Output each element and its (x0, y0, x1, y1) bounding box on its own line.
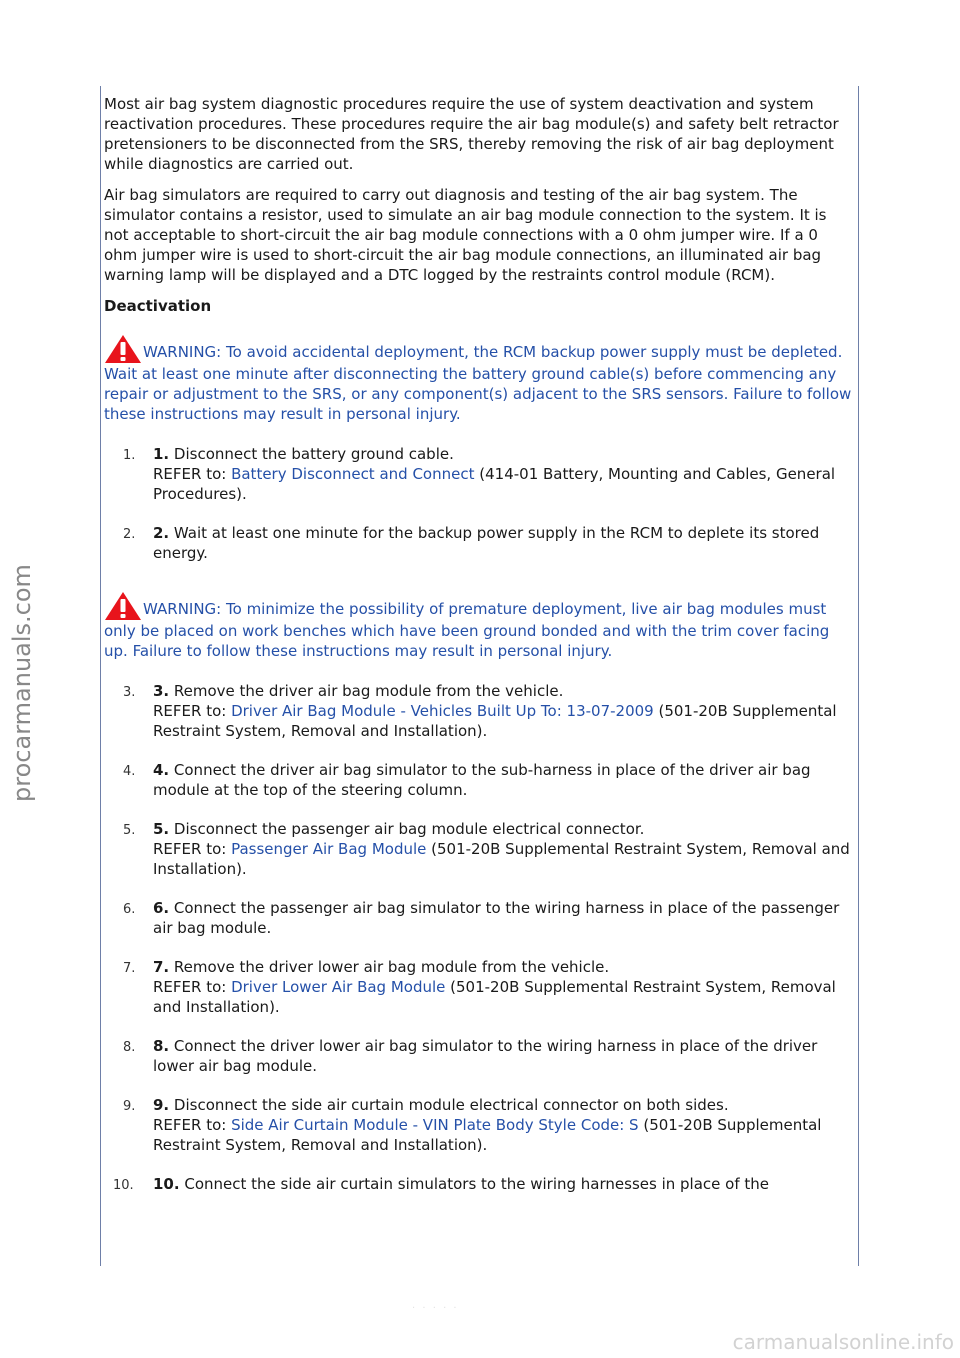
step-text: Connect the driver lower air bag simulator to the wiring harness in place of the driver lower air bag module. (153, 1037, 818, 1075)
step-item (104, 898, 854, 938)
step-number: 2. (123, 527, 136, 542)
step-bold-number: 5. (153, 820, 170, 838)
warning-triangle-icon (104, 334, 142, 364)
refer-label: REFER to: (153, 465, 232, 483)
step-bold-number: 10. (153, 1175, 180, 1193)
right-border-rule (858, 86, 859, 1266)
step-number: 9. (123, 1099, 136, 1114)
document-body (104, 94, 854, 1213)
warning-block-1 (104, 334, 854, 424)
step-number: 8. (123, 1040, 136, 1055)
step-number: 5. (123, 823, 136, 838)
step-bold-number: 7. (153, 958, 170, 976)
refer-suffix: (501-20B Supplemental Restraint System, Removal and Installation). (153, 702, 837, 740)
step-number: 7. (123, 961, 136, 976)
refer-label: REFER to: (153, 978, 232, 996)
step-bold-number: 3. (153, 682, 170, 700)
step-text: Disconnect the battery ground cable. (169, 445, 454, 463)
step-number: 6. (123, 902, 136, 917)
refer-suffix: (414-01 Battery, Mounting and Cables, General Procedures). (153, 465, 836, 503)
step-item (104, 444, 854, 504)
warning-triangle-icon (104, 591, 142, 621)
step-bold-number: 1. (153, 445, 170, 463)
step-text: Connect the driver air bag simulator to the sub-harness in place of the driver air bag module at the top of the steering column. (153, 761, 811, 799)
step-number: 1. (123, 448, 136, 463)
footer-watermark: carmanualsonline.info (732, 1330, 954, 1354)
refer-label: REFER to: (153, 1116, 232, 1134)
intro-paragraph-2: Air bag simulators are required to carry out diagnosis and testing of the air bag system. The simulator contains a resistor, used to simulate an air bag module connection to the system. It is not acceptable to short-circuit the air bag module connections with a 0 ohm jumper wire. If a 0 ohm jumper wire is used to short-circuit the air bag module connections, an illuminated air bag warning lamp will be displayed and a DTC logged by the restraints control module (RCM). (104, 186, 827, 284)
step-bold-number: 8. (153, 1037, 170, 1055)
steps-list-b (104, 681, 854, 1194)
refer-label: REFER to: (153, 702, 232, 720)
step-number: 4. (123, 764, 136, 779)
step-item (104, 1036, 854, 1076)
link-passenger-air-bag-module[interactable]: Passenger Air Bag Module (231, 840, 427, 858)
step-bold-number: 6. (153, 899, 170, 917)
steps-list-a (104, 444, 854, 563)
faint-page-number: · · · · · (412, 1303, 459, 1314)
step-item (104, 681, 854, 741)
side-watermark: procarmanuals.com (8, 564, 36, 802)
step-text: Disconnect the side air curtain module electrical connector on both sides. (169, 1096, 729, 1114)
step-item (104, 760, 854, 800)
step-item (104, 1174, 854, 1194)
step-bold-number: 2. (153, 524, 170, 542)
refer-suffix: (501-20B Supplemental Restraint System, Removal and Installation). (153, 840, 850, 878)
refer-suffix: (501-20B Supplemental Restraint System, Removal and Installation). (153, 978, 836, 1016)
step-text: Remove the driver lower air bag module from the vehicle. (169, 958, 610, 976)
step-item (104, 957, 854, 1017)
step-text: Wait at least one minute for the backup power supply in the RCM to deplete its stored energy. (153, 524, 820, 562)
step-item (104, 523, 854, 563)
step-text: Remove the driver air bag module from the vehicle. (169, 682, 564, 700)
link-driver-air-bag-module[interactable]: Driver Air Bag Module - Vehicles Built Up To: 13-07-2009 (231, 702, 654, 720)
step-bold-number: 9. (153, 1096, 170, 1114)
intro-paragraph-1: Most air bag system diagnostic procedures require the use of system deactivation and system reactivation procedures. These procedures require the air bag module(s) and safety belt retractor pretensioners to be disconnected from the SRS, thereby removing the risk of air bag deployment while diagnostics are carried out. (104, 95, 839, 173)
refer-label: REFER to: (153, 840, 232, 858)
warning-block-2 (104, 591, 854, 661)
left-border-rule (100, 86, 101, 1266)
step-item (104, 1095, 854, 1155)
link-driver-lower-air-bag-module[interactable]: Driver Lower Air Bag Module (231, 978, 446, 996)
step-text: Disconnect the passenger air bag module electrical connector. (169, 820, 645, 838)
link-side-air-curtain-module[interactable]: Side Air Curtain Module - VIN Plate Body Style Code: S (231, 1116, 639, 1134)
link-battery-disconnect[interactable]: Battery Disconnect and Connect (231, 465, 475, 483)
warning-text: WARNING: To avoid accidental deployment, the RCM backup power supply must be depleted. Wait at least one minute after disconnecting the battery ground cable(s) before commencing any repair or adjustment to the SRS, or any component(s) adjacent to the SRS sensors. Failure to follow these instructions may result in personal injury. (104, 343, 852, 423)
step-item (104, 819, 854, 879)
step-text: Connect the passenger air bag simulator to the wiring harness in place of the passenger air bag module. (153, 899, 840, 937)
warning-text: WARNING: To minimize the possibility of premature deployment, live air bag modules must only be placed on work benches which have been ground bonded and with the trim cover facing up. Failure to follow these instructions may result in personal injury. (104, 600, 830, 660)
step-bold-number: 4. (153, 761, 170, 779)
refer-suffix: (501-20B Supplemental Restraint System, Removal and Installation). (153, 1116, 822, 1154)
step-number: 3. (123, 685, 136, 700)
step-number: 10. (113, 1178, 134, 1193)
step-text: Connect the side air curtain simulators to the wiring harnesses in place of the (179, 1175, 769, 1193)
section-heading: Deactivation (104, 297, 212, 315)
